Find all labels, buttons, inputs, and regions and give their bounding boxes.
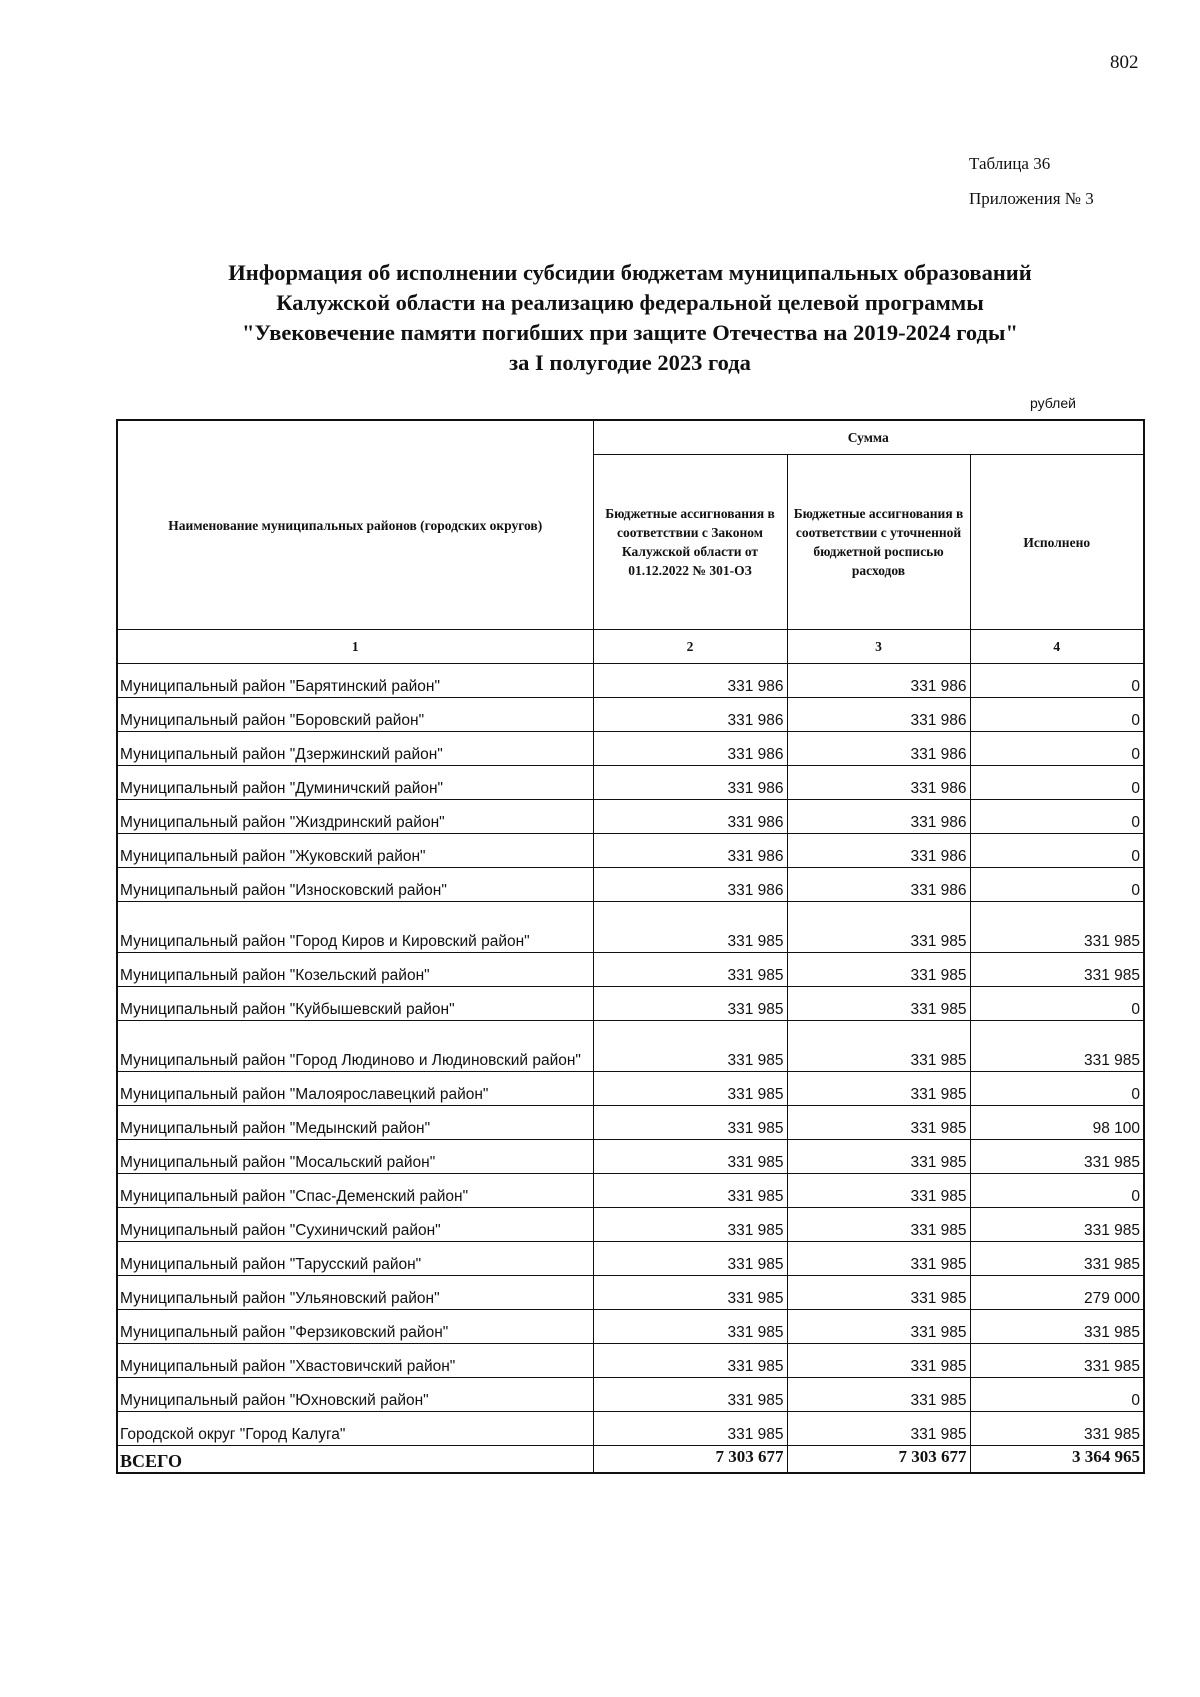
- executed-cell: 0: [970, 1072, 1144, 1106]
- header-sum-group: Сумма: [593, 420, 1144, 455]
- table-row: [117, 800, 1144, 834]
- municipality-name: Муниципальный район "Медынский район": [117, 1106, 593, 1140]
- municipality-name: Муниципальный район "Юхновский район": [117, 1378, 593, 1412]
- municipality-name: Муниципальный район "Боровский район": [117, 698, 593, 732]
- executed-cell: 279 000: [970, 1276, 1144, 1310]
- executed-cell: 0: [970, 800, 1144, 834]
- municipality-name: Муниципальный район "Думиничский район": [117, 766, 593, 800]
- table-row: [117, 1378, 1144, 1412]
- municipality-name: Муниципальный район "Ферзиковский район": [117, 1310, 593, 1344]
- refined-allocations-cell: 331 985: [787, 1276, 970, 1310]
- executed-cell: 331 985: [970, 1140, 1144, 1174]
- header-name-column: Наименование муниципальных районов (городских округов): [117, 420, 593, 630]
- law-allocations-cell: 331 985: [593, 902, 787, 953]
- municipality-name: Муниципальный район "Хвастовичский район": [117, 1344, 593, 1378]
- table-row: [117, 1208, 1144, 1242]
- table-row: [117, 1174, 1144, 1208]
- units-label: рублей: [1030, 395, 1076, 411]
- title-line: Калужской области на реализацию федеральной целевой программы: [276, 290, 984, 315]
- municipality-name: Муниципальный район "Барятинский район": [117, 664, 593, 698]
- municipality-name: Муниципальный район "Куйбышевский район": [117, 987, 593, 1021]
- header-col-law-allocations: Бюджетные ассигнования в соответствии с Законом Калужской области от 01.12.2022 № 301-ОЗ: [593, 455, 787, 630]
- title-line: за I полугодие 2023 года: [509, 350, 751, 375]
- municipality-name: Муниципальный район "Тарусский район": [117, 1242, 593, 1276]
- table-row: [117, 987, 1144, 1021]
- law-allocations-cell: 331 986: [593, 698, 787, 732]
- law-allocations-cell: 331 986: [593, 834, 787, 868]
- header-col-refined-allocations: Бюджетные ассигнования в соответствии с уточненной бюджетной росписью расходов: [787, 455, 970, 630]
- law-allocations-cell: 331 985: [593, 1344, 787, 1378]
- table-row: [117, 698, 1144, 732]
- municipality-name: Муниципальный район "Износковский район": [117, 868, 593, 902]
- document-title: [110, 258, 1150, 378]
- appendix-reference: Приложения № 3: [969, 189, 1094, 208]
- executed-cell: 0: [970, 834, 1144, 868]
- executed-cell: 331 985: [970, 953, 1144, 987]
- refined-allocations-cell: 331 986: [787, 732, 970, 766]
- refined-allocations-cell: 331 985: [787, 987, 970, 1021]
- refined-allocations-cell: 331 985: [787, 1174, 970, 1208]
- municipality-name: Муниципальный район "Сухиничский район": [117, 1208, 593, 1242]
- table-row: [117, 1106, 1144, 1140]
- law-allocations-cell: 331 985: [593, 1208, 787, 1242]
- executed-cell: 0: [970, 868, 1144, 902]
- law-allocations-cell: 331 985: [593, 1276, 787, 1310]
- table-row: [117, 1344, 1144, 1378]
- executed-cell: 331 985: [970, 1412, 1144, 1446]
- municipality-name: Городской округ "Город Калуга": [117, 1412, 593, 1446]
- refined-allocations-cell: 331 985: [787, 1378, 970, 1412]
- refined-allocations-cell: 331 985: [787, 1310, 970, 1344]
- table-row: [117, 1072, 1144, 1106]
- subsidy-table: [116, 419, 1145, 1474]
- law-allocations-cell: 331 986: [593, 800, 787, 834]
- law-allocations-cell: 331 985: [593, 1140, 787, 1174]
- refined-allocations-cell: 331 986: [787, 800, 970, 834]
- refined-allocations-cell: 331 986: [787, 868, 970, 902]
- law-allocations-cell: 331 986: [593, 732, 787, 766]
- column-number: 4: [970, 630, 1144, 664]
- refined-allocations-cell: 331 986: [787, 766, 970, 800]
- header-col-executed: Исполнено: [970, 455, 1144, 630]
- executed-cell: 331 985: [970, 1208, 1144, 1242]
- page-number: 802: [1110, 52, 1139, 73]
- municipality-name: Муниципальный район "Козельский район": [117, 953, 593, 987]
- executed-cell: 0: [970, 1378, 1144, 1412]
- refined-allocations-cell: 331 986: [787, 834, 970, 868]
- refined-allocations-cell: 331 985: [787, 1412, 970, 1446]
- table-row: [117, 953, 1144, 987]
- executed-cell: 0: [970, 664, 1144, 698]
- column-number: 1: [117, 630, 593, 664]
- municipality-name: Муниципальный район "Спас-Деменский район": [117, 1174, 593, 1208]
- executed-cell: 331 985: [970, 902, 1144, 953]
- executed-cell: 98 100: [970, 1106, 1144, 1140]
- executed-cell: 331 985: [970, 1242, 1144, 1276]
- refined-allocations-cell: 331 985: [787, 1106, 970, 1140]
- refined-allocations-cell: 331 985: [787, 1140, 970, 1174]
- executed-cell: 0: [970, 987, 1144, 1021]
- title-line: Информация об исполнении субсидии бюджетам муниципальных образований: [228, 260, 1032, 285]
- refined-allocations-cell: 331 985: [787, 1072, 970, 1106]
- executed-cell: 0: [970, 766, 1144, 800]
- law-allocations-cell: 331 985: [593, 1242, 787, 1276]
- executed-cell: 0: [970, 698, 1144, 732]
- total-refined-allocations: 7 303 677: [787, 1446, 970, 1474]
- executed-cell: 331 985: [970, 1021, 1144, 1072]
- table-row: [117, 1310, 1144, 1344]
- municipality-name: Муниципальный район "Мосальский район": [117, 1140, 593, 1174]
- refined-allocations-cell: 331 985: [787, 1021, 970, 1072]
- refined-allocations-cell: 331 985: [787, 1344, 970, 1378]
- law-allocations-cell: 331 985: [593, 1072, 787, 1106]
- law-allocations-cell: 331 985: [593, 1174, 787, 1208]
- law-allocations-cell: 331 985: [593, 1378, 787, 1412]
- total-label: ВСЕГО: [117, 1446, 593, 1474]
- law-allocations-cell: 331 985: [593, 953, 787, 987]
- table-row: [117, 902, 1144, 953]
- law-allocations-cell: 331 985: [593, 1310, 787, 1344]
- total-law-allocations: 7 303 677: [593, 1446, 787, 1474]
- executed-cell: 331 985: [970, 1344, 1144, 1378]
- municipality-name: Муниципальный район "Город Людиново и Людиновский район": [117, 1021, 593, 1072]
- municipality-name: Муниципальный район "Малоярославецкий район": [117, 1072, 593, 1106]
- law-allocations-cell: 331 985: [593, 1412, 787, 1446]
- table-row: [117, 1021, 1144, 1072]
- table-row: [117, 732, 1144, 766]
- law-allocations-cell: 331 986: [593, 664, 787, 698]
- table-row: [117, 1412, 1144, 1446]
- municipality-name: Муниципальный район "Город Киров и Кировский район": [117, 902, 593, 953]
- table-reference: Таблица 36: [969, 154, 1051, 173]
- refined-allocations-cell: 331 986: [787, 664, 970, 698]
- table-row: [117, 1276, 1144, 1310]
- refined-allocations-cell: 331 985: [787, 953, 970, 987]
- law-allocations-cell: 331 985: [593, 1021, 787, 1072]
- municipality-name: Муниципальный район "Жиздринский район": [117, 800, 593, 834]
- law-allocations-cell: 331 986: [593, 766, 787, 800]
- table-row: [117, 766, 1144, 800]
- table-row: [117, 664, 1144, 698]
- table-row: [117, 1242, 1144, 1276]
- executed-cell: 0: [970, 732, 1144, 766]
- law-allocations-cell: 331 985: [593, 1106, 787, 1140]
- executed-cell: 331 985: [970, 1310, 1144, 1344]
- refined-allocations-cell: 331 985: [787, 902, 970, 953]
- municipality-name: Муниципальный район "Ульяновский район": [117, 1276, 593, 1310]
- refined-allocations-cell: 331 985: [787, 1208, 970, 1242]
- municipality-name: Муниципальный район "Дзержинский район": [117, 732, 593, 766]
- title-line: "Увековечение памяти погибших при защите Отечества на 2019-2024 годы": [242, 320, 1018, 345]
- law-allocations-cell: 331 985: [593, 987, 787, 1021]
- law-allocations-cell: 331 986: [593, 868, 787, 902]
- column-number: 3: [787, 630, 970, 664]
- municipality-name: Муниципальный район "Жуковский район": [117, 834, 593, 868]
- total-row: [117, 1446, 1144, 1474]
- refined-allocations-cell: 331 986: [787, 698, 970, 732]
- refined-allocations-cell: 331 985: [787, 1242, 970, 1276]
- column-number: 2: [593, 630, 787, 664]
- total-executed: 3 364 965: [970, 1446, 1144, 1474]
- table-row: [117, 868, 1144, 902]
- executed-cell: 0: [970, 1174, 1144, 1208]
- table-row: [117, 1140, 1144, 1174]
- table-row: [117, 834, 1144, 868]
